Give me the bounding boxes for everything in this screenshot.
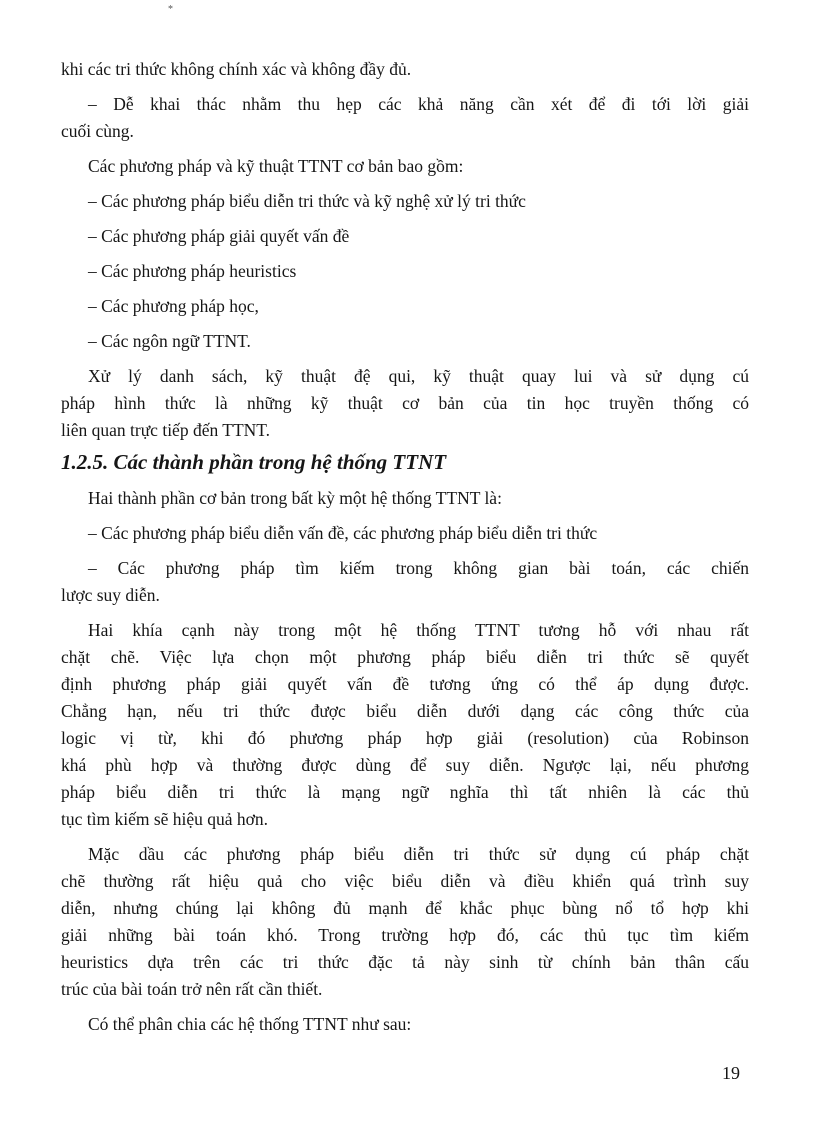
text-line: cuối cùng. [61,121,134,141]
paragraph-line: Các phương pháp và kỹ thuật TTNT cơ bản bao gồm: [88,156,464,176]
paragraph-line: Mặc dầu các phương pháp biểu diễn tri thức sử dụng cú pháp chặt [88,844,749,864]
bullet-line: – Dễ khai thác nhằm thu hẹp các khả năng cần xét để đi tới lời giải [88,94,749,114]
text-line: khi các tri thức không chính xác và không đầy đủ. [61,59,412,79]
bullet-line: – Các ngôn ngữ TTNT. [88,331,251,351]
bullet-line: – Các phương pháp tìm kiếm trong không gian bài toán, các chiến [88,558,749,578]
bullet-line: – Các phương pháp biểu diễn tri thức và kỹ nghệ xử lý tri thức [88,191,526,211]
bullet-line: – Các phương pháp biểu diễn vấn đề, các phương pháp biểu diễn tri thức [88,523,598,543]
section-heading: 1.2.5. Các thành phần trong hệ thống TTNT [61,450,447,474]
paragraph-line: khá phù hợp và thường được dùng để suy diễn. Ngược lại, nếu phương [61,755,749,775]
paragraph-line: chẽ thường rất hiệu quả cho việc biểu diễn và điều khiển quá trình suy [61,871,749,891]
bullet-line: lược suy diễn. [61,585,160,605]
top-mark: * [168,4,173,15]
paragraph-line: liên quan trực tiếp đến TTNT. [61,420,271,440]
paragraph-line: pháp hình thức là những kỹ thuật cơ bản của tin học truyền thống có [61,393,749,413]
paragraph-line: giải những bài toán khó. Trong trường hợp đó, các thủ tục tìm kiếm [61,925,749,945]
paragraph-line: định phương pháp giải quyết vấn đề tương ứng có thể áp dụng được. [61,674,749,694]
paragraph-line: tục tìm kiếm sẽ hiệu quả hơn. [61,809,269,829]
paragraph-line: chặt chẽ. Việc lựa chọn một phương pháp biểu diễn tri thức sẽ quyết [61,647,749,667]
page-body [61,56,749,1038]
paragraph-line: logic vị từ, khi đó phương pháp hợp giải (resolution) của Robinson [61,728,749,748]
bullet-line: – Các phương pháp heuristics [88,261,297,281]
page-number: 19 [722,1063,740,1083]
paragraph-line: pháp biểu diễn tri thức là mạng ngữ nghĩa thì tất nhiên là các thủ [61,782,749,802]
paragraph-line: Có thể phân chia các hệ thống TTNT như sau: [88,1014,412,1034]
paragraph-line: Hai thành phần cơ bản trong bất kỳ một hệ thống TTNT là: [88,488,502,508]
paragraph-line: Hai khía cạnh này trong một hệ thống TTNT tương hỗ với nhau rất [88,620,749,640]
bullet-line: – Các phương pháp giải quyết vấn đề [88,226,350,246]
paragraph-line: Chẳng hạn, nếu tri thức được biểu diễn dưới dạng các công thức của [61,701,749,721]
paragraph-line: diễn, nhưng chúng lại không đủ mạnh để khắc phục bùng nổ tổ hợp khi [61,898,749,918]
paragraph-line: heuristics dựa trên các tri thức đặc tả này sinh từ chính bản thân cấu [61,952,749,972]
bullet-line: – Các phương pháp học, [88,296,259,316]
paragraph-line: trúc của bài toán trở nên rất cần thiết. [61,979,323,999]
paragraph-line: Xử lý danh sách, kỹ thuật đệ qui, kỹ thuật quay lui và sử dụng cú [88,366,749,386]
